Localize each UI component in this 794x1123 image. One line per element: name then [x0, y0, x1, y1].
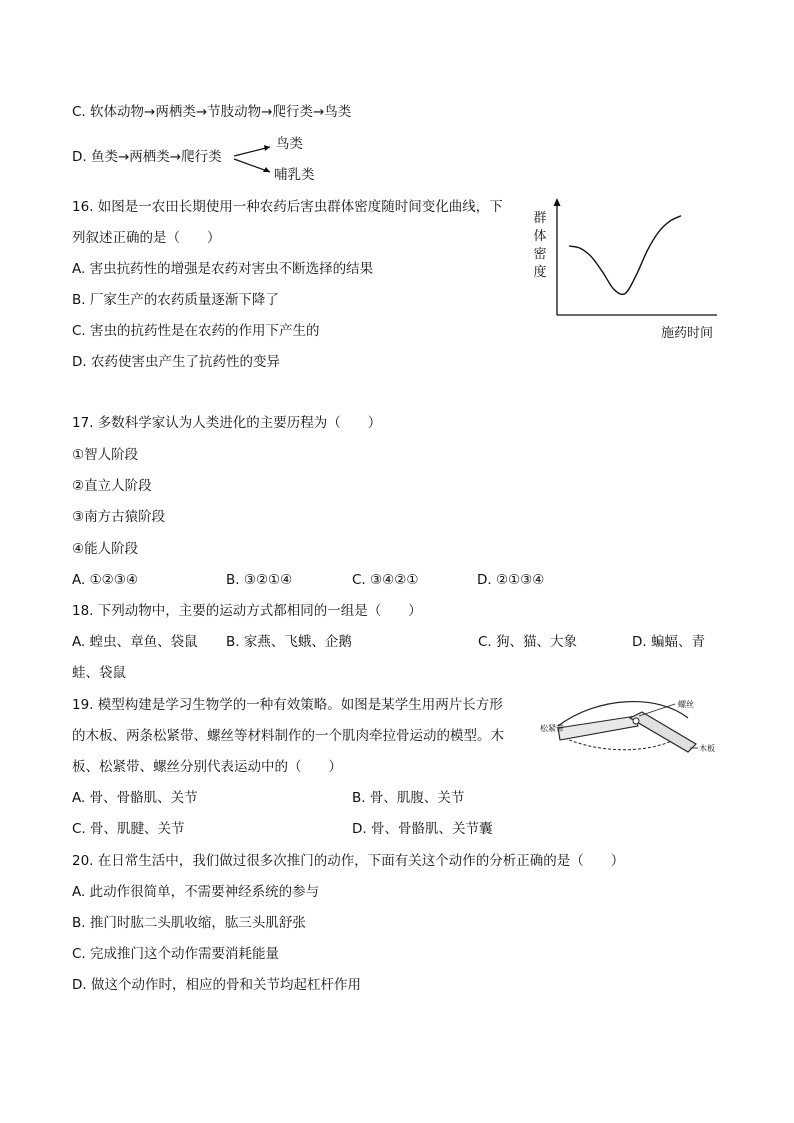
q15-option-d-prefix: D. 鱼类→两栖类→爬行类	[72, 149, 222, 165]
q17-item-4: ④能人阶段	[72, 541, 139, 557]
density-ylabel-2: 体	[533, 229, 547, 244]
q20-option-d: D. 做这个动作时，相应的骨和关节均起杠杆作用	[72, 977, 361, 993]
q17-option-b: B. ③②①④	[226, 572, 293, 588]
board-left	[558, 716, 638, 740]
q19-option-b: B. 骨、肌腹、关节	[352, 790, 465, 806]
density-chart	[525, 195, 725, 345]
q17-item-3: ③南方古猿阶段	[72, 509, 166, 525]
q17-item-2: ②直立人阶段	[72, 478, 152, 494]
q16-stem-line1: 16. 如图是一农田长期使用一种农药后害虫群体密度随时间变化曲线，下	[72, 199, 503, 215]
q16-option-c: C. 害虫的抗药性是在农药的作用下产生的	[72, 323, 320, 339]
board-right	[630, 712, 696, 752]
density-y-arrow	[554, 198, 561, 206]
q20-stem: 20. 在日常生活中，我们做过很多次推门的动作，下面有关这个动作的分析正确的是（ ）	[72, 853, 625, 869]
q18-option-c: C. 狗、猫、大象	[478, 634, 578, 650]
figure-label-board: 木板	[699, 744, 715, 753]
q16-option-a: A. 害虫抗药性的增强是农药对害虫不断选择的结果	[72, 261, 374, 277]
figure-label-screw: 螺丝	[678, 700, 694, 709]
q15-branch-mammals: 哺乳类	[274, 167, 315, 183]
q16-option-b: B. 厂家生产的农药质量逐渐下降了	[72, 292, 279, 308]
q18-option-d-part1: D. 蝙蝠、青	[632, 634, 705, 650]
q18-option-a: A. 蝗虫、章鱼、袋鼠	[72, 634, 198, 650]
q17-option-c: C. ③④②①	[352, 572, 419, 588]
q20-option-c: C. 完成推门这个动作需要消耗能量	[72, 946, 280, 962]
density-xlabel: 施药时间	[660, 326, 714, 341]
q19-stem-line3: 板、松紧带、螺丝分别代表运动中的（ ）	[72, 759, 342, 775]
q15-option-c: C. 软体动物→两栖类→节肢动物→爬行类→鸟类	[72, 104, 352, 120]
q18-stem: 18. 下列动物中，主要的运动方式都相同的一组是（ ）	[72, 603, 422, 619]
q17-stem: 17. 多数科学家认为人类进化的主要历程为（ ）	[72, 415, 382, 431]
q19-option-c: C. 骨、肌腱、关节	[72, 821, 185, 837]
q15-branch-birds: 鸟类	[276, 136, 303, 152]
q20-option-a: A. 此动作很简单，不需要神经系统的参与	[72, 884, 320, 900]
q19-option-d: D. 骨、骨骼肌、关节囊	[352, 821, 493, 837]
q19-option-a: A. 骨、骨骼肌、关节	[72, 790, 198, 806]
density-curve	[569, 216, 681, 295]
q17-option-d: D. ②①③④	[477, 572, 545, 588]
density-ylabel-1: 群	[533, 211, 547, 226]
elastic-band-lower	[560, 736, 678, 750]
q16-option-d: D. 农药使害虫产生了抗药性的变异	[72, 354, 280, 370]
q19-stem-line2: 的木板、两条松紧带、螺丝等材料制作的一个肌肉牵拉骨运动的模型。木	[72, 728, 504, 744]
figure-label-band: 松紧带	[540, 724, 564, 733]
q20-option-b: B. 推门时肱二头肌收缩，肱三头肌舒张	[72, 915, 306, 931]
q16-stem-line2: 列叙述正确的是（ ）	[72, 230, 221, 246]
q18-option-d-part2: 蛙、袋鼠	[72, 665, 126, 681]
muscle-model-figure	[538, 696, 728, 766]
q17-item-1: ①智人阶段	[72, 447, 139, 463]
density-ylabel-3: 密	[533, 247, 547, 262]
screw-icon	[633, 718, 639, 724]
density-ylabel-4: 度	[533, 265, 547, 280]
q17-option-a: A. ①②③④	[72, 572, 138, 588]
q18-option-b: B. 家燕、飞蛾、企鹅	[226, 634, 352, 650]
q19-stem-line1: 19. 模型构建是学习生物学的一种有效策略。如图是某学生用两片长方形	[72, 697, 503, 713]
